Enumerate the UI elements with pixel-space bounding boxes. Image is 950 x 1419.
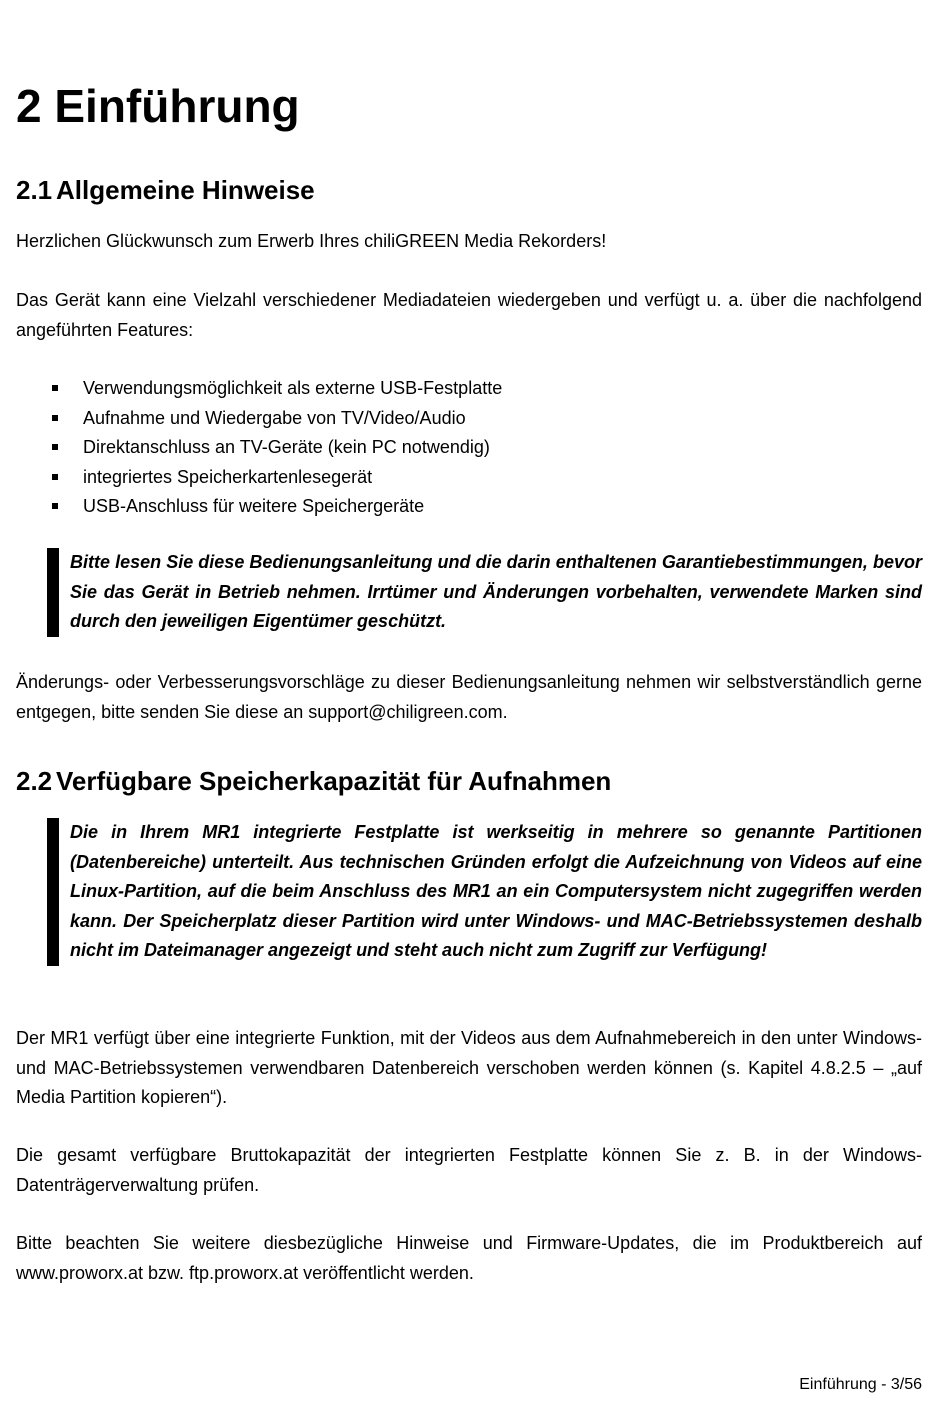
notice-box-partition [47, 818, 922, 966]
section-heading-capacity [16, 766, 611, 796]
list-item [16, 492, 502, 522]
notice-box-manual [47, 548, 922, 637]
notice-text: Die in Ihrem MR1 integrierte Festplatte ist werkseitig in mehrere so genannte Partitionen (Datenbereiche) unterteilt. Aus technischen Gründen erfolgt die Aufzeichnung von Videos auf eine Linux-Partition, auf die beim Anschluss des MR1 an ein Computersystem nicht zugegriffen werden kann. Der Speicherplatz dieser Partition wird unter Windows- und MAC-Betriebssystemen deshalb nicht im Dateimanager angezeigt und steht auch nicht zum Zugriff zur Verfügung! [70, 822, 922, 960]
bullet-icon [52, 415, 58, 421]
chapter-title: 2 Einführung [16, 80, 300, 132]
features-lead-paragraph: Das Gerät kann eine Vielzahl verschiedener Mediadateien wiedergeben und verfügt u. a. über die nachfolgend angeführten Features: [16, 290, 922, 340]
function-paragraph: Der MR1 verfügt über eine integrierte Funktion, mit der Videos aus dem Aufnahmebereich in den unter Windows- und MAC-Betriebssystemen verwendbaren Datenbereich verschoben werden können (s. Kapitel 4.8.2.5 – „auf Media Partition kopieren“). [16, 1028, 922, 1107]
intro-paragraph: Herzlichen Glückwunsch zum Erwerb Ihres chiliGREEN Media Rekorders! [16, 231, 607, 251]
bullet-icon [52, 385, 58, 391]
section-title: Verfügbare Speicherkapazität für Aufnahmen [56, 766, 612, 796]
list-item-text: Verwendungsmöglichkeit als externe USB-Festplatte [83, 378, 503, 398]
list-item-text: Direktanschluss an TV-Geräte (kein PC notwendig) [83, 437, 490, 457]
page-footer: Einführung - 3/56 [799, 1376, 922, 1393]
feature-list [16, 374, 502, 522]
list-item [16, 463, 502, 493]
bullet-icon [52, 474, 58, 480]
bullet-icon [52, 444, 58, 450]
bullet-icon [52, 503, 58, 509]
section-number: 2.1 [16, 175, 53, 205]
list-item [16, 404, 502, 434]
section-title: Allgemeine Hinweise [56, 175, 315, 205]
feedback-paragraph: Änderungs- oder Verbesserungsvorschläge zu dieser Bedienungsanleitung nehmen wir selbstverständlich gerne entgegen, bitte senden Sie diese an support@chiligreen.com. [16, 672, 922, 722]
capacity-paragraph: Die gesamt verfügbare Bruttokapazität der integrierten Festplatte können Sie z. B. in der Windows-Datenträgerverwaltung prüfen. [16, 1145, 922, 1195]
list-item-text: integriertes Speicherkartenlesegerät [83, 466, 373, 487]
list-item [16, 433, 502, 463]
notice-text: Bitte lesen Sie diese Bedienungsanleitung und die darin enthaltenen Garantiebestimmungen, bevor Sie das Gerät in Betrieb nehmen. Irrtümer und Änderungen vorbehalten, verwendete Marken sind durch den jeweiligen Eigentümer geschützt. [70, 552, 922, 631]
list-item-text: Aufnahme und Wiedergabe von TV/Video/Audio [83, 407, 466, 428]
updates-paragraph: Bitte beachten Sie weitere diesbezügliche Hinweise und Firmware-Updates, die im Produktbereich auf www.proworx.at bzw. ftp.proworx.at veröffentlicht werden. [16, 1233, 922, 1283]
section-number: 2.2 [16, 766, 53, 796]
list-item [16, 374, 502, 404]
section-heading-general [16, 175, 315, 205]
list-item-text: USB-Anschluss für weitere Speichergeräte [83, 496, 425, 516]
